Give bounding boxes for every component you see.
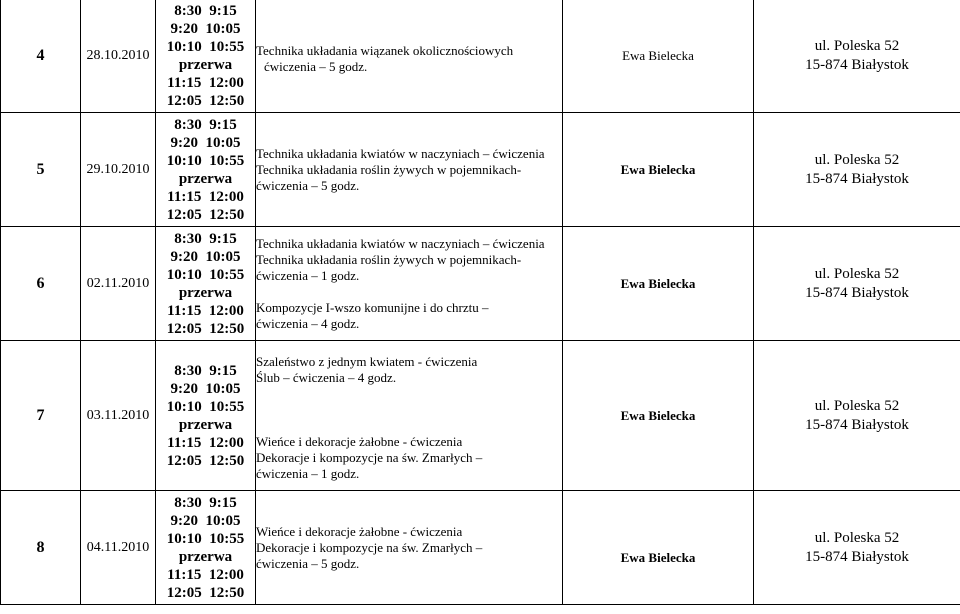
row-times <box>156 0 256 113</box>
time-slot: 10:10 10:55 <box>166 530 245 547</box>
row-date: 04.11.2010 <box>81 491 156 605</box>
address-street: ul. Poleska 52 <box>814 151 900 168</box>
topic-line: Wieńce i dekoracje żałobne - ćwiczenia <box>256 523 463 539</box>
topic-line: Technika układania kwiatów w naczyniach – ćwiczenia <box>256 145 545 161</box>
topic-line: Dekoracje i kompozycje na św. Zmarłych – <box>256 450 483 465</box>
break-label: przerwa <box>178 56 233 73</box>
row-date: 02.11.2010 <box>81 227 156 341</box>
row-number: 6 <box>1 227 81 341</box>
row-times <box>156 491 256 605</box>
time-slot: 8:30 9:15 <box>174 230 237 247</box>
row-address <box>754 113 960 227</box>
address-city: 15-874 Białystok <box>805 170 909 187</box>
row-address <box>754 491 960 605</box>
topic-line: ćwiczenia – 5 godz. <box>256 555 360 571</box>
table-row <box>1 491 960 605</box>
topic-line: Kompozycje I-wszo komunijne i do chrztu – <box>256 299 489 315</box>
topic-line: Wieńce i dekoracje żałobne - ćwiczenia <box>256 434 463 449</box>
time-slot: 10:10 10:55 <box>166 152 245 169</box>
row-number: 4 <box>1 0 81 113</box>
row-times <box>156 341 256 491</box>
row-date: 03.11.2010 <box>81 341 156 491</box>
topic-line: Technika układania kwiatów w naczyniach – ćwiczenia <box>256 235 545 251</box>
time-slot: 10:10 10:55 <box>166 266 245 283</box>
address-street: ul. Poleska 52 <box>814 397 900 414</box>
topic-line: ćwiczenia – 1 godz. <box>256 466 360 481</box>
time-slot: 11:15 12:00 <box>167 566 244 583</box>
spacer <box>256 386 562 434</box>
row-times <box>156 227 256 341</box>
break-label: przerwa <box>178 170 233 187</box>
topic-line: Technika układania wiązanek okolicznościowych <box>256 43 514 58</box>
row-teacher: Ewa Bielecka <box>563 341 754 491</box>
time-slot: 12:05 12:50 <box>166 92 245 109</box>
topic-line: Technika układania roślin żywych w pojemnikach- <box>256 251 522 267</box>
row-date: 28.10.2010 <box>81 0 156 113</box>
address-city: 15-874 Białystok <box>805 284 909 301</box>
break-label: przerwa <box>178 284 233 301</box>
row-topic <box>256 341 563 491</box>
row-topic <box>256 491 563 605</box>
time-slot: 12:05 12:50 <box>166 584 245 601</box>
topic-line: ćwiczenia – 1 godz. <box>256 267 360 283</box>
topic-line: ćwiczenia – 5 godz. <box>264 59 368 74</box>
table-row <box>1 227 960 341</box>
topic-line: Szaleństwo z jednym kwiatem - ćwiczenia <box>256 354 478 369</box>
row-number: 5 <box>1 113 81 227</box>
topic-line: ćwiczenia – 4 godz. <box>256 315 360 331</box>
time-slot: 9:20 10:05 <box>170 248 241 265</box>
table-row <box>1 341 960 491</box>
spacer <box>256 284 562 300</box>
address-street: ul. Poleska 52 <box>814 265 900 282</box>
time-slot: 11:15 12:00 <box>167 74 244 91</box>
row-date: 29.10.2010 <box>81 113 156 227</box>
row-teacher: Ewa Bielecka <box>563 0 754 113</box>
address-city: 15-874 Białystok <box>805 548 909 565</box>
time-slot: 11:15 12:00 <box>167 188 244 205</box>
row-number: 7 <box>1 341 81 491</box>
topic-line: Technika układania roślin żywych w pojemnikach- <box>256 161 522 177</box>
address-street: ul. Poleska 52 <box>814 529 900 546</box>
table-row <box>1 113 960 227</box>
address-city: 15-874 Białystok <box>805 416 909 433</box>
break-label: przerwa <box>178 416 233 433</box>
topic-line: Dekoracje i kompozycje na św. Zmarłych – <box>256 539 483 555</box>
time-slot: 8:30 9:15 <box>174 362 237 379</box>
address-city: 15-874 Białystok <box>805 56 909 73</box>
row-topic <box>256 227 563 341</box>
time-slot: 9:20 10:05 <box>170 20 241 37</box>
topic-line: Ślub – ćwiczenia – 4 godz. <box>256 370 397 385</box>
table-row <box>1 0 960 113</box>
time-slot: 11:15 12:00 <box>167 434 244 451</box>
row-topic <box>256 113 563 227</box>
time-slot: 12:05 12:50 <box>166 206 245 223</box>
time-slot: 9:20 10:05 <box>170 380 241 397</box>
break-label: przerwa <box>178 548 233 565</box>
time-slot: 9:20 10:05 <box>170 512 241 529</box>
row-address <box>754 341 960 491</box>
time-slot: 10:10 10:55 <box>166 398 245 415</box>
topic-line: ćwiczenia – 5 godz. <box>256 177 360 193</box>
time-slot: 12:05 12:50 <box>166 320 245 337</box>
row-address <box>754 0 960 113</box>
time-slot: 8:30 9:15 <box>174 494 237 511</box>
row-teacher: Ewa Bielecka <box>563 491 754 605</box>
time-slot: 11:15 12:00 <box>167 302 244 319</box>
time-slot: 8:30 9:15 <box>174 2 237 19</box>
time-slot: 12:05 12:50 <box>166 452 245 469</box>
time-slot: 9:20 10:05 <box>170 134 241 151</box>
row-topic <box>256 0 563 113</box>
row-teacher: Ewa Bielecka <box>563 227 754 341</box>
time-slot: 8:30 9:15 <box>174 116 237 133</box>
row-times <box>156 113 256 227</box>
address-street: ul. Poleska 52 <box>814 37 900 54</box>
time-slot: 10:10 10:55 <box>166 38 245 55</box>
row-number: 8 <box>1 491 81 605</box>
row-teacher: Ewa Bielecka <box>563 113 754 227</box>
row-address <box>754 227 960 341</box>
